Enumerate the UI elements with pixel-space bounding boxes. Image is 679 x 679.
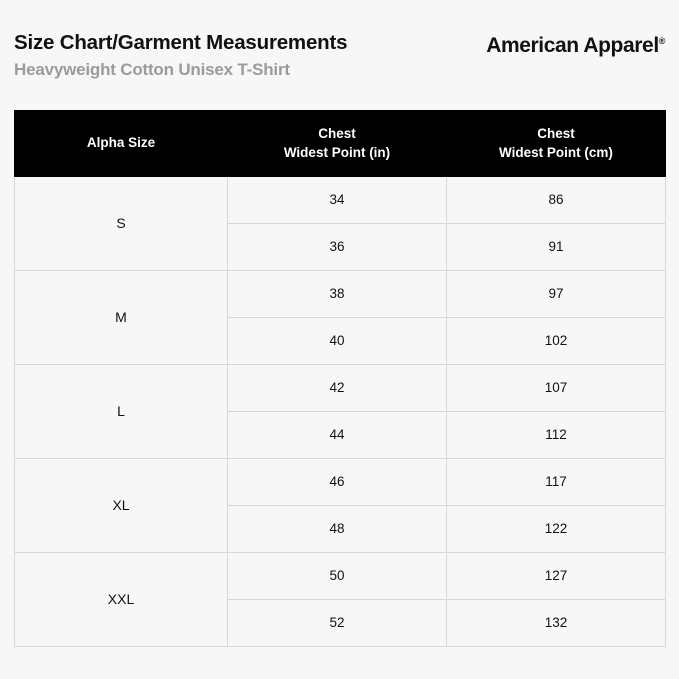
page-title: Size Chart/Garment Measurements [14, 31, 348, 54]
table-header-row [15, 110, 666, 176]
column-header-chest-in [228, 110, 447, 176]
alpha-size-cell: XL [15, 458, 228, 552]
table-header [15, 110, 666, 176]
chest-in-cell: 42 [228, 364, 447, 411]
table-body [15, 176, 666, 646]
chest-cm-cell: 97 [447, 270, 666, 317]
chest-in-cell: 34 [228, 176, 447, 223]
brand-logo [486, 30, 665, 58]
alpha-size-cell: S [15, 176, 228, 270]
column-header-chest-in-line1: Chest [318, 125, 356, 141]
registered-trademark-icon: ® [658, 36, 665, 46]
chest-in-cell: 38 [228, 270, 447, 317]
chest-cm-cell: 107 [447, 364, 666, 411]
chest-cm-cell: 132 [447, 599, 666, 646]
document-header [14, 0, 665, 82]
chest-cm-cell: 86 [447, 176, 666, 223]
chest-in-cell: 48 [228, 505, 447, 552]
chest-in-cell: 44 [228, 411, 447, 458]
column-header-chest-cm-line2: Widest Point (cm) [499, 145, 613, 161]
alpha-size-cell: M [15, 270, 228, 364]
alpha-size-cell: XXL [15, 552, 228, 646]
column-header-alpha-size-line1: Alpha Size [86, 135, 156, 151]
table-row [15, 552, 666, 599]
chest-cm-cell: 127 [447, 552, 666, 599]
chest-cm-cell: 112 [447, 411, 666, 458]
title-block [14, 30, 347, 82]
chest-in-cell: 46 [228, 458, 447, 505]
table-row [15, 270, 666, 317]
page-subtitle: Heavyweight Cotton Unisex T-Shirt [14, 59, 290, 79]
chest-in-cell: 50 [228, 552, 447, 599]
chest-in-cell: 52 [228, 599, 447, 646]
column-header-chest-cm [447, 110, 666, 176]
measurements-table [14, 110, 666, 647]
alpha-size-cell: L [15, 364, 228, 458]
chest-in-cell: 36 [228, 223, 447, 270]
chest-cm-cell: 91 [447, 223, 666, 270]
brand-name: American Apparel [486, 34, 659, 57]
column-header-chest-cm-line1: Chest [537, 125, 575, 141]
column-header-chest-in-line2: Widest Point (in) [283, 145, 391, 161]
chest-cm-cell: 117 [447, 458, 666, 505]
table-row [15, 176, 666, 223]
table-row [15, 364, 666, 411]
chest-cm-cell: 102 [447, 317, 666, 364]
chest-in-cell: 40 [228, 317, 447, 364]
table-row [15, 458, 666, 505]
chest-cm-cell: 122 [447, 505, 666, 552]
column-header-alpha-size [15, 110, 228, 176]
